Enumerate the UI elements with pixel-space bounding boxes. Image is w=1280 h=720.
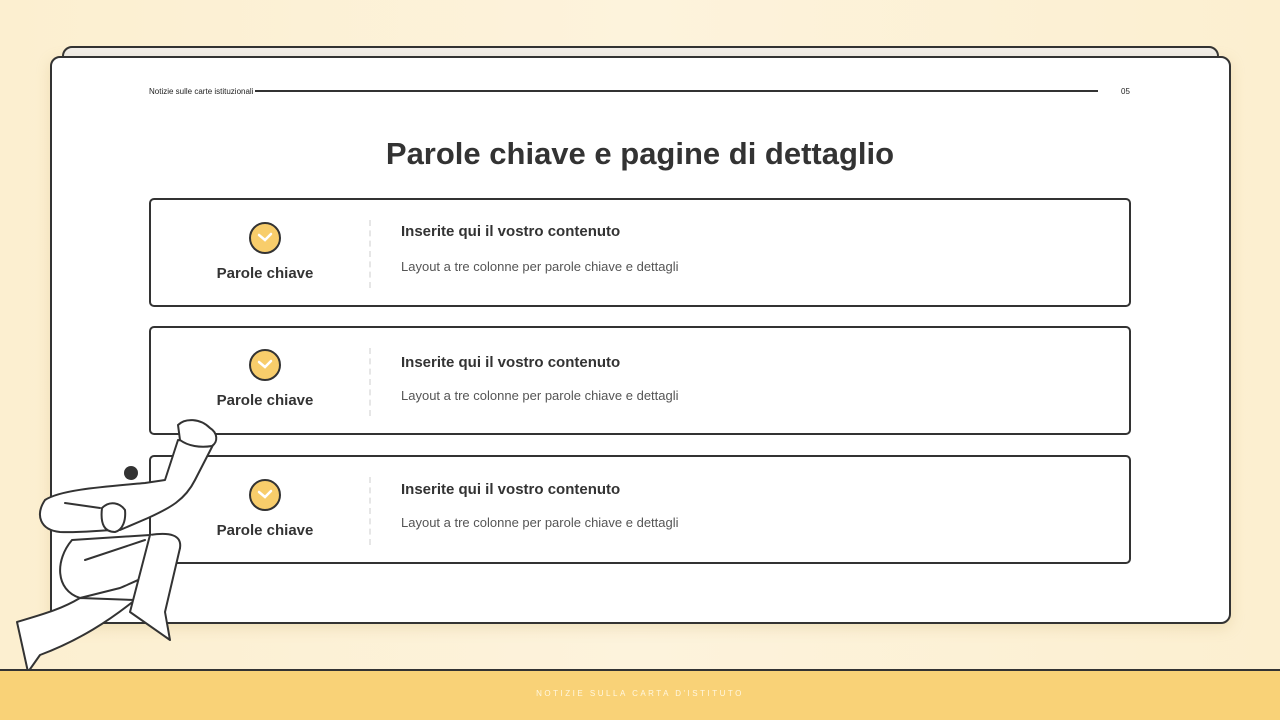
footer-bar bbox=[0, 669, 1280, 720]
dashed-divider bbox=[369, 348, 371, 416]
climbing-figure-illustration bbox=[0, 400, 240, 680]
header-divider bbox=[255, 90, 1098, 92]
row-description: Layout a tre colonne per parole chiave e dettagli bbox=[401, 259, 679, 274]
keyword-row bbox=[149, 455, 1131, 564]
page-number: 05 bbox=[1121, 87, 1130, 96]
dashed-divider bbox=[369, 477, 371, 545]
row-description: Layout a tre colonne per parole chiave e dettagli bbox=[401, 388, 679, 403]
keyword-row bbox=[149, 198, 1131, 307]
check-circle-icon bbox=[249, 222, 281, 254]
dashed-divider bbox=[369, 220, 371, 288]
row-heading: Inserite qui il vostro contenuto bbox=[401, 481, 621, 498]
keyword-label: Parole chiave bbox=[216, 522, 314, 539]
check-circle-icon bbox=[249, 349, 281, 381]
keyword-row bbox=[149, 326, 1131, 435]
page-title: Parole chiave e pagine di dettaglio bbox=[385, 136, 895, 171]
keyword-label: Parole chiave bbox=[216, 392, 314, 409]
dot-decoration bbox=[124, 466, 138, 480]
row-heading: Inserite qui il vostro contenuto bbox=[401, 354, 621, 371]
row-heading: Inserite qui il vostro contenuto bbox=[401, 223, 621, 240]
row-description: Layout a tre colonne per parole chiave e dettagli bbox=[401, 515, 679, 530]
footer-text: NOTIZIE SULLA CARTA D'ISTITUTO bbox=[536, 689, 744, 698]
check-circle-icon bbox=[249, 479, 281, 511]
header-section: Notizie sulle carte istituzionali bbox=[149, 87, 254, 96]
keyword-label: Parole chiave bbox=[216, 265, 314, 282]
